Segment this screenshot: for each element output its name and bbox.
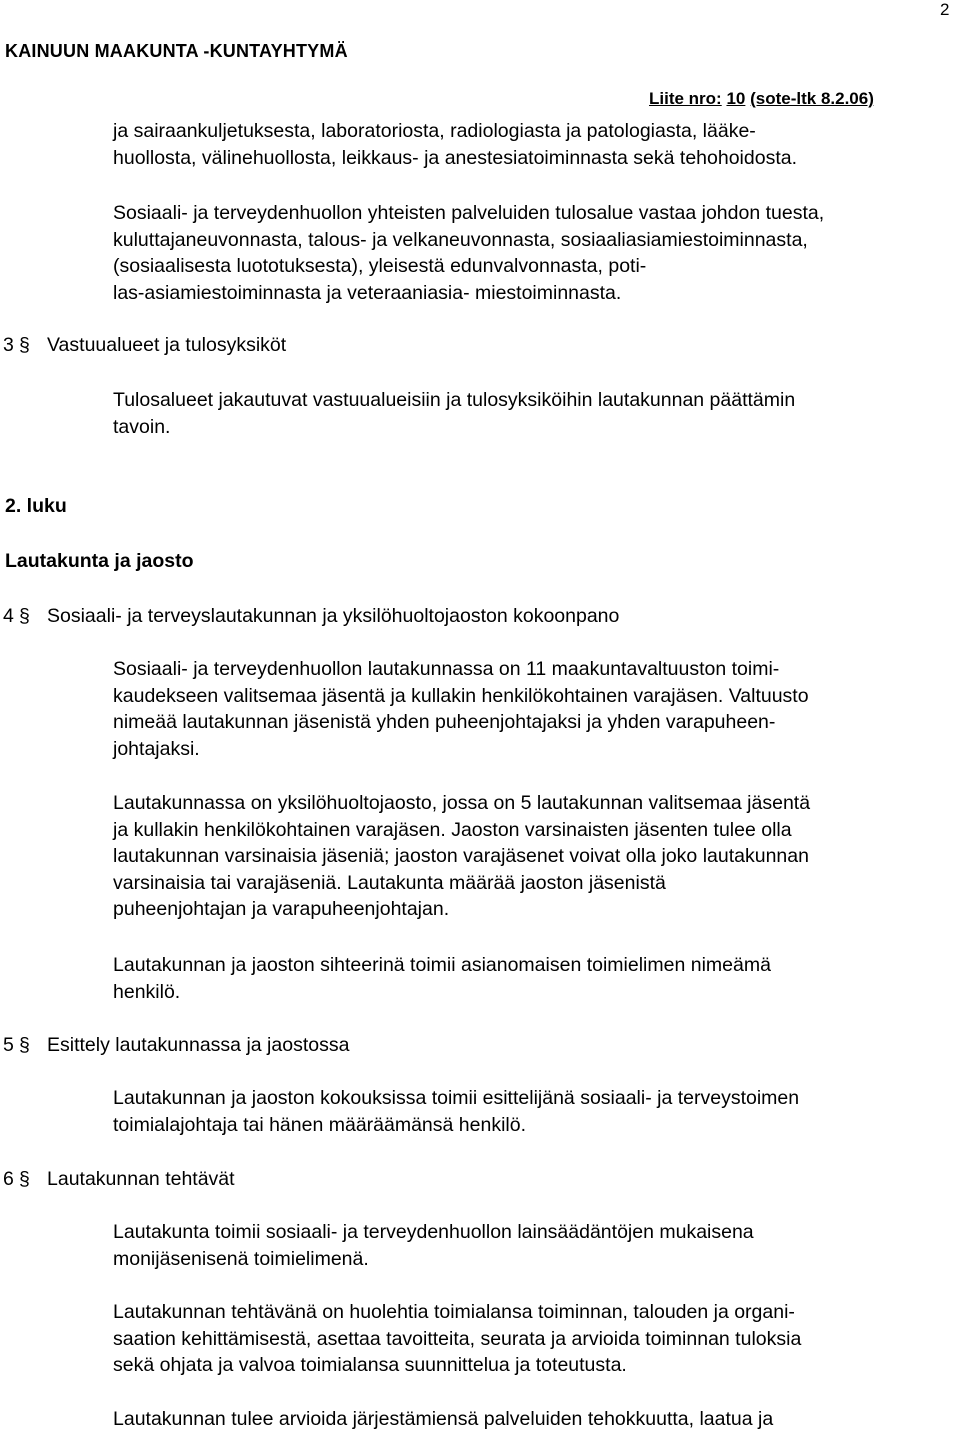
section-5-paragraph (113, 1085, 799, 1138)
section-title: Esittely lautakunnassa ja jaostossa (47, 1034, 350, 1056)
section-symbol: § (19, 1168, 30, 1190)
text-line: Lautakunnan tulee arvioida järjestämiensä palveluiden tehokkuutta, laatua ja (113, 1408, 774, 1430)
common-services-paragraph (113, 200, 824, 306)
text-line: lautakunnan varsinaisia jäseniä; jaoston varajäsenet voivat olla joko lautakunnan (113, 845, 809, 867)
section-title: Vastuualueet ja tulosyksiköt (47, 334, 287, 356)
text-line: Lautakunnan ja jaoston kokouksissa toimii esittelijänä sosiaali- ja terveystoimen (113, 1087, 800, 1109)
text-line: Lautakunnassa on yksilöhuoltojaosto, jossa on 5 lautakunnan valitsemaa jäsentä (113, 792, 811, 814)
text-line: sekä ohjata ja valvoa toimialansa suunnittelua ja toteutusta. (113, 1354, 627, 1376)
chapter-label: 2. luku (5, 495, 67, 517)
text-line: Lautakunnan tehtävänä on huolehtia toimialansa toiminnan, talouden ja organi- (113, 1301, 795, 1323)
attachment-ref: (sote-ltk 8.2.06) (750, 89, 874, 108)
section-title: Sosiaali- ja terveyslautakunnan ja yksilöhuoltojaoston kokoonpano (47, 605, 620, 627)
text-line: (sosiaalisesta luototuksesta), yleisestä edunvalvonnasta, poti- (113, 255, 647, 277)
intro-paragraph (113, 118, 797, 171)
text-line: Lautakunnan ja jaoston sihteerinä toimii asianomaisen toimielimen nimeämä (113, 954, 771, 976)
section-4-heading (3, 603, 619, 629)
section-number: 5 (3, 1034, 14, 1056)
section-6-paragraph-3 (113, 1406, 773, 1433)
section-3-heading (3, 332, 286, 358)
section-4-paragraph-3 (113, 952, 771, 1005)
text-line: huollosta, välinehuollosta, leikkaus- ja anestesiatoiminnasta sekä tehohoidosta. (113, 146, 798, 169)
text-line: nimeää lautakunnan jäsenistä yhden puheenjohtajaksi ja yhden varapuheen- (113, 711, 776, 733)
attachment-reference (649, 89, 874, 109)
section-4-paragraph-1 (113, 656, 809, 762)
text-line: monijäsenisenä toimielimenä. (113, 1247, 369, 1270)
chapter-title: Lautakunta ja jaosto (5, 550, 194, 572)
attachment-number: 10 (726, 89, 746, 108)
section-6-paragraph-1 (113, 1219, 754, 1272)
section-6-heading (3, 1166, 235, 1192)
text-line: Tulosalueet jakautuvat vastuualueisiin ja tulosyksiköihin lautakunnan päättämin (113, 389, 796, 411)
text-line: varsinaisia tai varajäseniä. Lautakunta määrää jaoston jäsenistä (113, 871, 666, 894)
section-3-paragraph (113, 387, 795, 440)
text-line: kaudekseen valitsemaa jäsentä ja kullakin henkilökohtainen varajäsen. Valtuusto (113, 684, 809, 707)
text-line: johtajaksi. (113, 737, 200, 760)
text-line: puheenjohtajan ja varapuheenjohtajan. (113, 898, 450, 920)
section-number: 4 (3, 605, 14, 627)
section-symbol: § (19, 1034, 30, 1056)
section-4-paragraph-2 (113, 790, 810, 923)
section-number: 6 (3, 1168, 14, 1190)
section-5-heading (3, 1032, 349, 1058)
text-line: ja kullakin henkilökohtainen varajäsen. Jaoston varsinaisten jäsenten tulee olla (113, 818, 792, 841)
section-symbol: § (19, 605, 30, 627)
organization-name: KAINUUN MAAKUNTA -KUNTAYHTYMÄ (5, 41, 348, 61)
attachment-label: Liite nro: (649, 89, 722, 108)
section-6-paragraph-2 (113, 1299, 801, 1379)
section-symbol: § (19, 334, 30, 356)
section-number: 3 (3, 334, 14, 356)
text-line: henkilö. (113, 980, 181, 1003)
text-line: Sosiaali- ja terveydenhuollon lautakunnassa on 11 maakuntavaltuuston toimi- (113, 658, 780, 680)
text-line: ja sairaankuljetuksesta, laboratoriosta, radiologiasta ja patologiasta, lääke- (113, 120, 756, 142)
text-line: Sosiaali- ja terveydenhuollon yhteisten palveluiden tulosalue vastaa johdon tuesta, (113, 202, 825, 224)
text-line: toimialajohtaja tai hänen määräämänsä henkilö. (113, 1113, 527, 1136)
text-line: Lautakunta toimii sosiaali- ja terveydenhuollon lainsäädäntöjen mukaisena (113, 1221, 754, 1243)
text-line: tavoin. (113, 415, 171, 438)
text-line: kuluttajaneuvonnasta, talous- ja velkaneuvonnasta, sosiaaliasiamiestoiminnasta, (113, 228, 808, 251)
text-line: las-asiamiestoiminnasta ja veteraaniasia- miestoiminnasta. (113, 281, 622, 304)
text-line: saation kehittämisestä, asettaa tavoitteita, seurata ja arvioida toiminnan tuloksia (113, 1327, 802, 1350)
section-title: Lautakunnan tehtävät (47, 1168, 235, 1190)
page-number: 2 (940, 0, 950, 19)
